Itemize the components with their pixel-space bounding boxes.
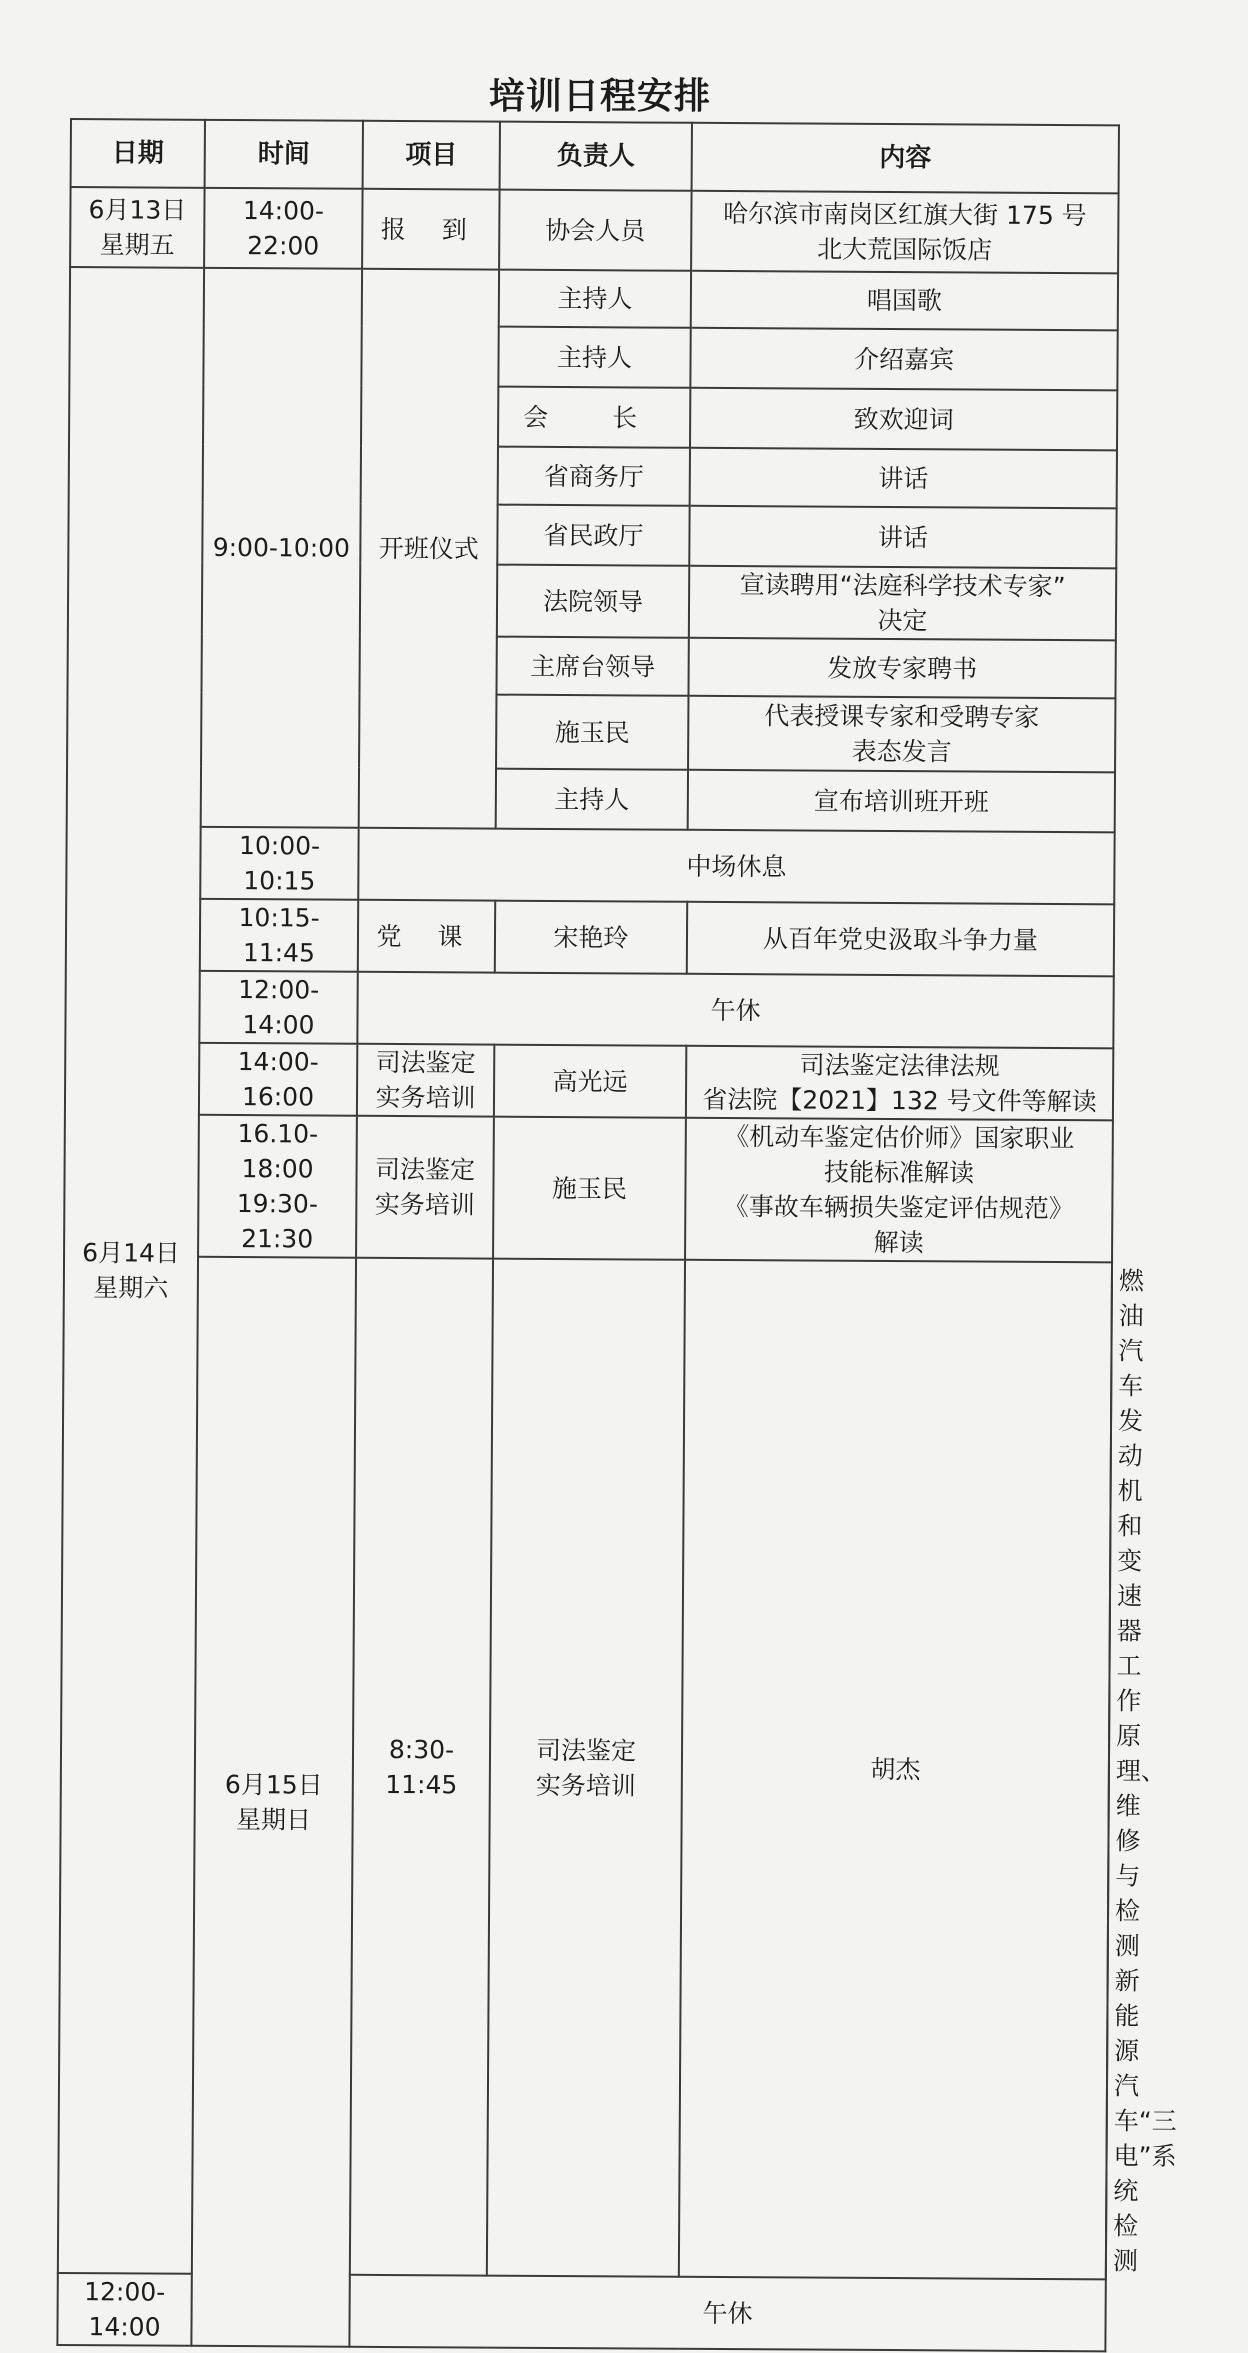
content-cell: 宣布培训班开班: [688, 770, 1115, 833]
date-label: 6月13日: [88, 195, 187, 225]
weekday-label: 星期六: [93, 1273, 169, 1303]
content-cell: 代表授课专家和受聘专家 表态发言: [688, 696, 1115, 773]
weekday-label: 星期日: [236, 1804, 312, 1835]
content-cell: 哈尔滨市南岗区红旗大街 175 号 北大荒国际饭店: [691, 191, 1118, 274]
header-date: 日期: [71, 119, 205, 188]
merged-content-cell: 午休: [349, 2275, 1105, 2352]
item-cell: 司法鉴定 实务培训: [356, 1116, 494, 1259]
content-cell: 讲话: [690, 448, 1117, 509]
person-cell: 法院领导: [497, 565, 689, 638]
table-row: [64, 1114, 1113, 1262]
table-row: [65, 1042, 1113, 1120]
person-cell: 会 长: [498, 387, 690, 448]
person-cell: 主持人: [496, 769, 688, 830]
person-cell: 施玉民: [496, 695, 688, 770]
content-cell: 发放专家聘书: [688, 638, 1115, 699]
table-row: [65, 970, 1113, 1048]
item-cell: 党 课: [358, 900, 495, 973]
merged-content-cell: 午休: [357, 972, 1113, 1049]
person-cell: 宋艳玲: [495, 901, 687, 974]
item-cell: 报 到: [362, 189, 499, 270]
merged-content-cell: 中场休息: [358, 828, 1114, 905]
time-cell: 10:15-11:45: [200, 899, 358, 972]
content-cell: 从百年党史汲取斗争力量: [687, 902, 1114, 977]
date-cell: [191, 1257, 356, 2347]
content-cell: 介绍嘉宾: [690, 328, 1117, 391]
person-cell: 省民政厅: [497, 505, 689, 566]
header-item: 项目: [363, 121, 500, 190]
person-cell: 主持人: [499, 270, 691, 328]
item-cell: 开班仪式: [359, 269, 499, 829]
person-cell: 胡杰: [679, 1260, 1112, 2280]
content-cell: 司法鉴定法律法规 省法院【2021】132 号文件等解读: [686, 1046, 1113, 1121]
content-cell: 《机动车鉴定估价师》国家职业 技能标准解读 《事故车辆损失鉴定评估规范》 解读: [685, 1118, 1113, 1263]
person-cell: 主席台领导: [496, 637, 688, 696]
date-cell: [58, 267, 204, 2274]
table-row: [58, 1256, 1112, 2279]
schedule-table: [56, 118, 1177, 2352]
weekday-label: 星期五: [99, 230, 175, 260]
item-cell: 司法鉴定 实务培训: [487, 1259, 685, 2277]
table-row: [66, 898, 1114, 976]
header-time: 时间: [205, 120, 363, 189]
header-row: [71, 119, 1119, 193]
table-row: [70, 187, 1118, 273]
person-cell: 协会人员: [499, 190, 691, 271]
person-cell: 省商务厅: [498, 447, 690, 506]
content-cell: 燃油汽车发动机和变速器工作原 理、维修与检测 新能源汽车“三电”系统检测: [1106, 1262, 1112, 2279]
header-content: 内容: [692, 123, 1119, 194]
content-cell: 讲话: [689, 506, 1116, 569]
content-cell: 唱国歌: [691, 271, 1118, 331]
date-label: 6月14日: [82, 1238, 181, 1268]
person-cell: 主持人: [498, 327, 690, 388]
date-cell: [70, 187, 204, 268]
item-cell: 司法鉴定 实务培训: [357, 1044, 494, 1117]
page-title: 培训日程安排: [488, 76, 711, 117]
time-cell: 16.10-18:00 19:30-21:30: [198, 1115, 357, 1258]
time-cell: 8:30-11:45: [350, 1258, 493, 2276]
time-cell: 12:00-14:00: [57, 2273, 191, 2346]
header-person: 负责人: [500, 122, 692, 191]
person-cell: 高光远: [494, 1045, 686, 1118]
person-cell: 施玉民: [493, 1117, 686, 1260]
time-cell: 10:00-10:15: [200, 827, 358, 900]
time-cell: 14:00-16:00: [199, 1043, 357, 1116]
table-row: [66, 826, 1114, 904]
content-cell: 宣读聘用“法庭科学技术专家” 决定: [689, 566, 1116, 641]
time-cell: 14:00-22:00: [204, 188, 362, 269]
time-cell: 9:00-10:00: [201, 268, 362, 828]
table-row: [70, 267, 1118, 330]
content-cell: 致欢迎词: [690, 388, 1117, 451]
date-label: 6月15日: [224, 1769, 323, 1800]
time-cell: 12:00-14:00: [199, 971, 357, 1044]
